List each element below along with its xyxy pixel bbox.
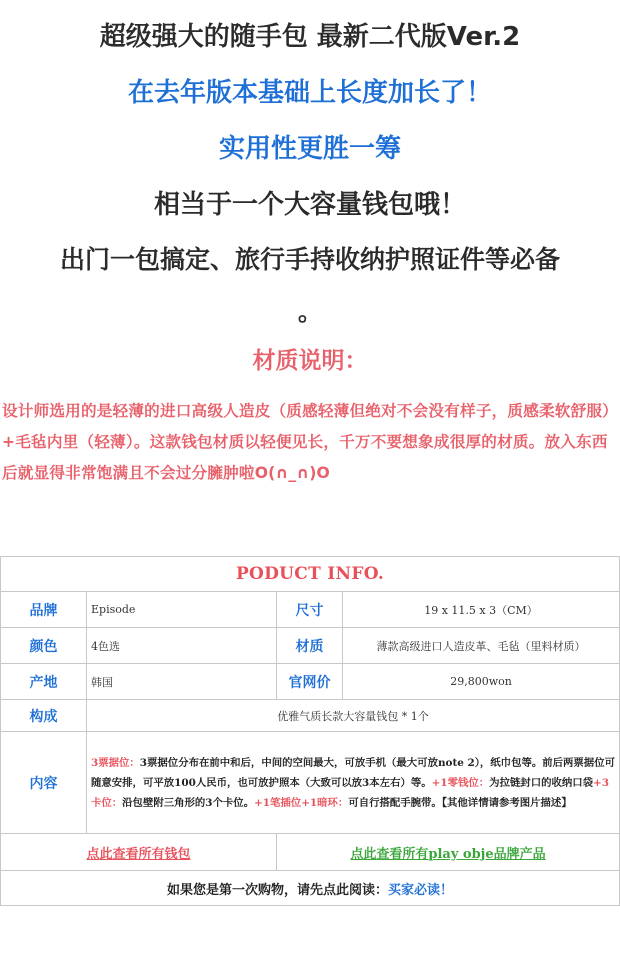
headline-travel-essential: 出门一包搞定、旅行手持收纳护照证件等必备 bbox=[59, 245, 560, 274]
buyer-notice-text: 如果您是第一次购物，请先点此阅读： bbox=[167, 882, 389, 898]
headline-practicality: 实用性更胜一筹 bbox=[218, 134, 401, 164]
material-heading: 材质说明： bbox=[252, 348, 368, 374]
contents-coin-pocket-text: 为拉链封口的收纳口袋 bbox=[489, 776, 594, 789]
contents-label: 内容 bbox=[1, 732, 87, 834]
product-info-table bbox=[0, 556, 620, 906]
material-label: 材质 bbox=[277, 628, 343, 664]
composition-label: 构成 bbox=[1, 700, 87, 732]
price-label: 官网价 bbox=[277, 664, 343, 700]
price-value: 29,800won bbox=[343, 664, 620, 700]
buyer-notice bbox=[1, 871, 620, 906]
size-label: 尺寸 bbox=[277, 592, 343, 628]
product-info-title: PODUCT INFO. bbox=[1, 557, 620, 592]
headline-period: 。 bbox=[298, 298, 322, 326]
color-label: 颜色 bbox=[1, 628, 87, 664]
material-value: 薄款高级进口人造皮革、毛毡（里料材质） bbox=[343, 628, 620, 664]
all-wallets-link[interactable]: 点此查看所有钱包 bbox=[86, 846, 191, 862]
headline-large-capacity: 相当于一个大容量钱包哦！ bbox=[153, 190, 466, 220]
buyer-must-read-link[interactable]: 买家必读！ bbox=[388, 882, 454, 898]
all-wallets-link-cell bbox=[1, 834, 277, 871]
brand-label: 品牌 bbox=[1, 592, 87, 628]
contents-card-slots-label: +3卡位： bbox=[91, 776, 609, 809]
material-description: 设计师选用的是轻薄的进口高级人造皮（质感轻薄但绝对不会没有样子，质感柔软舒服）+毛毡内里（轻薄）。这款钱包材质以轻便见长，千万不要想象成很厚的材质。放入东西后就显得非常饱满且不会过分臃肿啦O(∩_∩)O bbox=[2, 402, 618, 482]
brand-value: Episode bbox=[87, 592, 277, 628]
headline-length-extended: 在去年版本基础上长度加长了！ bbox=[127, 78, 492, 108]
brand-products-link-cell bbox=[277, 834, 620, 871]
contents-pen-loop-label: +1笔插位+1暗环： bbox=[254, 796, 349, 809]
contents-card-slots-text: 沿包壁附三角形的3个卡位。 bbox=[122, 796, 255, 809]
page-title: 超级强大的随手包 最新二代版Ver.2 bbox=[99, 22, 521, 52]
size-value: 19 x 11.5 x 3（CM） bbox=[343, 592, 620, 628]
brand-products-link[interactable]: 点此查看所有play obje品牌产品 bbox=[350, 846, 546, 862]
contents-pen-loop-text: 可自行搭配手腕带。【其他详情请参考图片描述】 bbox=[348, 796, 572, 809]
color-value: 4色选 bbox=[87, 628, 277, 664]
contents-description bbox=[87, 732, 620, 834]
origin-label: 产地 bbox=[1, 664, 87, 700]
contents-ticket-slots-label: 3票据位： bbox=[91, 756, 140, 769]
contents-coin-pocket-label: +1零钱位： bbox=[431, 776, 490, 789]
origin-value: 韩国 bbox=[87, 664, 277, 700]
contents-ticket-slots-text: 3票据位分布在前中和后，中间的空间最大，可放手机（最大可放note 2），纸巾包等。前后两票据位可随意安排，可平放100人民币，也可放护照本（大致可以放3本左右）等。 bbox=[91, 756, 615, 789]
composition-value: 优雅气质长款大容量钱包 * 1个 bbox=[87, 700, 620, 732]
